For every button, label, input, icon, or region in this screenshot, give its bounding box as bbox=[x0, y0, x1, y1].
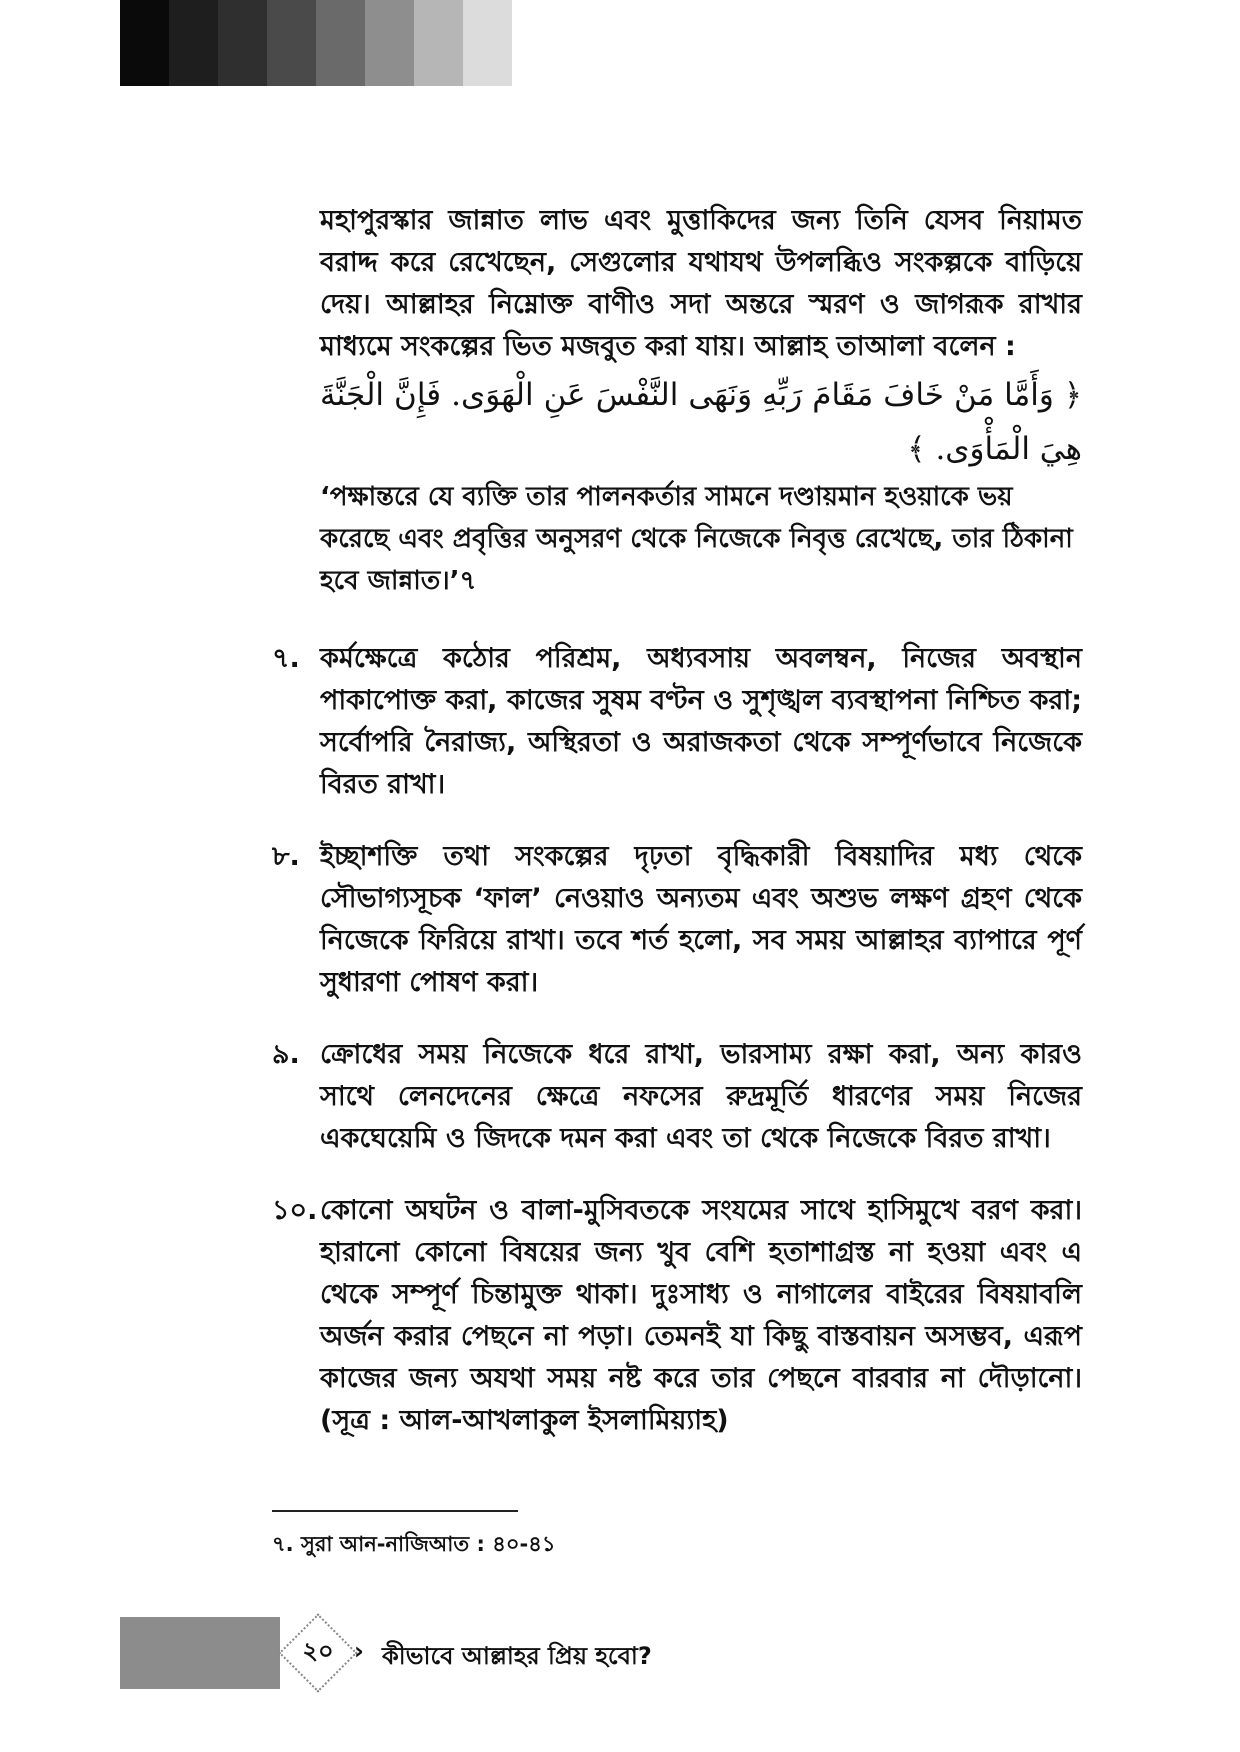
list-item-number: ১০. bbox=[272, 1195, 318, 1226]
list-item-text: ক্রোধের সময় নিজেকে ধরে রাখা, ভারসাম্য রক্ষা করা, অন্য কারও সাথে লেনদেনের ক্ষেত্রে নফসের রুদ্রমূর্তি ধারণের সময় নিজের একঘেয়েমি ও জিদকে দমন করা এবং তা থেকে নিজেকে বিরত রাখা। bbox=[320, 1039, 1082, 1154]
list-item bbox=[272, 638, 1082, 806]
header-gradient-bars bbox=[120, 0, 512, 86]
list-item-text: কোনো অঘটন ও বালা-মুসিবতকে সংযমের সাথে হাসিমুখে বরণ করা। হারানো কোনো বিষয়ের জন্য খুব বেশি হতাশাগ্রস্ত না হওয়া এবং এ থেকে সম্পূর্ণ চিন্তামুক্ত থাকা। দুঃসাধ্য ও নাগালের বাইরের বিষয়াবলি অর্জন করার পেছনে না পড়া। তেমনই যা কিছু বাস্তবায়ন অসম্ভব, এরূপ কাজের জন্য অযথা সময় নষ্ট করে তার পেছনে বারবার না দৌড়ানো। (সূত্র : আল-আখলাকুল ইসলামিয়্যাহ) bbox=[320, 1195, 1082, 1436]
list-item bbox=[272, 1034, 1082, 1160]
page-number-badge bbox=[282, 1617, 354, 1689]
header-bar bbox=[365, 0, 414, 86]
list-item-text: ইচ্ছাশক্তি তথা সংকল্পের দৃঢ়তা বৃদ্ধিকারী বিষয়াদির মধ্য থেকে সৌভাগ্যসূচক ‘ফাল’ নেওয়াও অন্যতম এবং অশুভ লক্ষণ গ্রহণ থেকে নিজেকে ফিরিয়ে রাখা। তবে শর্ত হলো, সব সময় আল্লাহর ব্যাপারে পূর্ণ সুধারণা পোষণ করা। bbox=[320, 841, 1082, 998]
numbered-list bbox=[272, 638, 1082, 1442]
arabic-verse: ﴿ وَأَمَّا مَنْ خَافَ مَقَامَ رَبِّهِ وَنَهَى النَّفْسَ عَنِ الْهَوَى. فَإِنَّ الْجَنَّةَ هِيَ الْمَأْوَى. ﴾ bbox=[320, 377, 1082, 467]
list-item-text: কর্মক্ষেত্রে কঠোর পরিশ্রম, অধ্যবসায় অবলম্বন, নিজের অবস্থান পাকাপোক্ত করা, কাজের সুষম বণ্টন ও সুশৃঙ্খল ব্যবস্থাপনা নিশ্চিত করা; সর্বোপরি নৈরাজ্য, অস্থিরতা ও অরাজকতা থেকে সম্পূর্ণভাবে নিজেকে বিরত রাখা। bbox=[320, 643, 1082, 800]
header-bar bbox=[316, 0, 365, 86]
header-bar bbox=[120, 0, 169, 86]
list-item bbox=[272, 1190, 1082, 1442]
header-bar bbox=[414, 0, 463, 86]
verse-translation: ‘পক্ষান্তরে যে ব্যক্তি তার পালনকর্তার সামনে দণ্ডায়মান হওয়াকে ভয় করেছে এবং প্রবৃত্তির অনুসরণ থেকে নিজেকে নিবৃত্ত রেখেছে, তার ঠিকানা হবে জান্নাত।’৭ bbox=[320, 482, 1073, 596]
header-bar bbox=[169, 0, 218, 86]
footnote: ৭. সুরা আন-নাজিআত : ৪০-৪১ bbox=[272, 1532, 556, 1556]
header-bar bbox=[463, 0, 512, 86]
page-number: ২০ bbox=[302, 1637, 334, 1665]
intro-paragraph: মহাপুরস্কার জান্নাত লাভ এবং মুত্তাকিদের জন্য তিনি যেসব নিয়ামত বরাদ্দ করে রেখেছেন, সেগুলোর যথাযথ উপলব্ধিও সংকল্পকে বাড়িয়ে দেয়। আল্লাহর নিম্নোক্ত বাণীও সদা অন্তরে স্মরণ ও জাগরূক রাখার মাধ্যমে সংকল্পের ভিত মজবুত করা যায়। আল্লাহ তাআলা বলেন : bbox=[320, 205, 1082, 362]
list-item-number: ৯. bbox=[272, 1039, 300, 1070]
header-bar bbox=[218, 0, 267, 86]
page-content bbox=[272, 200, 1082, 1472]
footer-band bbox=[120, 1617, 280, 1689]
list-item-number: ৮. bbox=[272, 841, 300, 872]
header-bar bbox=[267, 0, 316, 86]
footnote-divider bbox=[272, 1510, 518, 1512]
chevron-right-icon: › bbox=[354, 1637, 364, 1665]
list-item bbox=[272, 836, 1082, 1004]
book-title: কীভাবে আল্লাহর প্রিয় হবো? bbox=[382, 1642, 652, 1670]
list-item-number: ৭. bbox=[272, 643, 300, 674]
